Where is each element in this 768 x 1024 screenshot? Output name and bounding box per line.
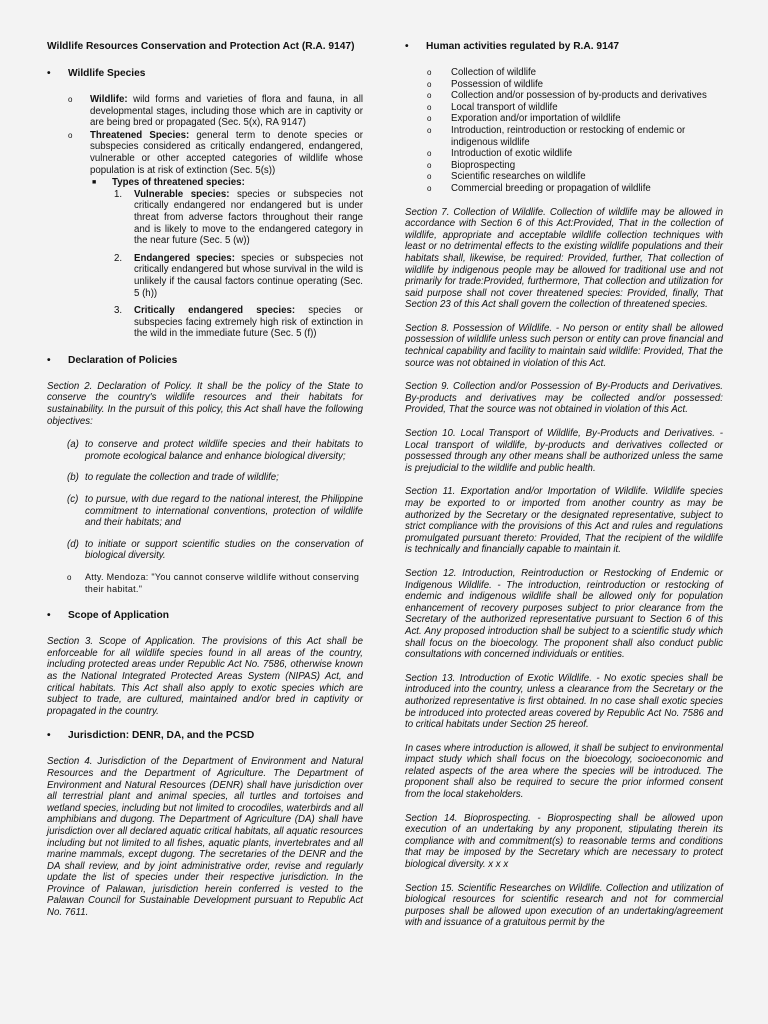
- circle-bullet-icon: o: [427, 91, 432, 101]
- definition-text: wild forms and varieties of flora and fauna, in all developmental stages, including those which are in captivity or are being bred or propagated (Sec. 5(x), RA 9147): [90, 94, 363, 129]
- bullet-icon: •: [47, 68, 51, 79]
- activity-text: Introduction, reintroduction or restocking of endemic or indigenous wildlife: [451, 124, 686, 148]
- circle-bullet-icon: o: [427, 102, 432, 112]
- circle-bullet-icon: o: [427, 172, 432, 182]
- type-term: Endangered species:: [134, 252, 235, 264]
- activity-text: Bioprospecting: [451, 159, 516, 171]
- heading-human-activities: [405, 40, 723, 53]
- bullet-icon: •: [47, 354, 51, 366]
- heading-wildlife-species: [47, 67, 363, 80]
- section-9-text: Section 9. Collection and/or Possession of By-Products and Derivatives. By-products and derivatives may be collected and/or possessed: Provided, That the source was not obtained in violation of this Act.: [405, 381, 723, 416]
- section-11-text: Section 11. Exportation and/or Importation of Wildlife. Wildlife species may be exported to or imported from another country as may be authorized by the Secretary or the designated representative, subject to strict compliance with the provisions of this Act and rules and regulations promulgated pursuant thereto: Provided, That the recipient of the wildlife is technically and financially capable to maintain it.: [405, 486, 723, 556]
- objective-text: to initiate or support scientific studies on the conservation of biological diversity.: [85, 538, 363, 562]
- bullet-icon: •: [47, 610, 51, 622]
- heading-jurisdiction: [47, 729, 363, 742]
- circle-bullet-icon: o: [427, 149, 432, 159]
- objective-text: to pursue, with due regard to the national interest, the Philippine commitment to international conventions, protection of wildlife and their habitats; and: [85, 494, 363, 529]
- activity-text: Collection of wildlife: [451, 67, 537, 78]
- circle-bullet-icon: o: [68, 130, 73, 140]
- circle-bullet-icon: o: [427, 125, 432, 135]
- objective-key: (d): [67, 538, 79, 550]
- definition-threatened-species: [47, 130, 363, 176]
- left-column: [47, 40, 363, 931]
- circle-bullet-icon: o: [427, 79, 432, 89]
- term-threatened-species: Threatened Species:: [90, 129, 190, 141]
- definition-text: general term to denote species or subspecies considered as critically endangered, endangered, vulnerable or other accepted categories of wildlife whose population is at risk of extinction (Sec. 5(s)): [90, 129, 363, 176]
- item-number: 3.: [114, 305, 123, 317]
- section-10-text: Section 10. Local Transport of Wildlife, By-Products and Derivatives. - Local transport of wildlife, by-products and derivatives collected or possessed through any other means shall be authorized unless the same is prejudicial to the wildlife and public health.: [405, 428, 723, 474]
- objective-text: to regulate the collection and trade of wildlife;: [85, 472, 279, 484]
- heading-text: Scope of Application: [68, 610, 169, 622]
- activity-text: Possession of wildlife: [451, 78, 544, 90]
- activity-item: [405, 113, 723, 125]
- heading-text: Wildlife Species: [68, 68, 146, 79]
- section-8-text: Section 8. Possession of Wildlife. - No person or entity shall be allowed possession of wildlife unless such person or entity can prove financial and technical capability and facility to maintain said wildlife: Provided, That the source was not obtained in violation of this Act.: [405, 322, 723, 369]
- circle-bullet-icon: o: [427, 114, 432, 124]
- types-threatened-label: [47, 177, 363, 189]
- activity-item: [405, 148, 723, 160]
- heading-text: Declaration of Policies: [68, 354, 178, 366]
- objective-item: [47, 539, 363, 562]
- right-column: [405, 40, 723, 941]
- activity-text: Scientific researches on wildlife: [451, 171, 586, 183]
- type-definition: species or subspecies facing extremely high risk of extinction in the wild in the immediate future (Sec. 5 (f)): [134, 305, 363, 340]
- section-4-text: Section 4. Jurisdiction of the Department of Environment and Natural Resources and the Department of Agriculture. The Department of Environment and Natural Resources (DENR) shall have jurisdiction over all terrestrial plant and animal species, all turtles and tortoises and wetland species, including but not limited to crocodiles, waterbirds and all amphibians and dugong. The Department of Agriculture (DA) shall have jurisdiction over all declared aquatic critical habitats, all aquatic resources including but not limited to all fishes, aquatic plants, invertebrates and all marine mammals, except dugong. The secretaries of the DENR and the DA shall review, and by joint administrative order, revise and regularly update the list of species under their respective jurisdiction. In the Province of Palawan, jurisdiction herein conferred is vested to the Palawan Council for Sustainable Development pursuant to Republic Act No. 7611.: [47, 756, 363, 919]
- activity-item: [405, 160, 723, 172]
- type-item: [47, 253, 363, 299]
- type-term: Critically endangered species:: [134, 305, 296, 317]
- definition-wildlife: [47, 94, 363, 129]
- type-definition: species or subspecies not critically endangered but whose survival in the wild is unlikely if the causal factors continue operating (Sec. 5 (h)): [134, 252, 363, 299]
- document-title: Wildlife Resources Conservation and Protection Act (R.A. 9147): [47, 41, 355, 52]
- heading-declaration-of-policies: [47, 354, 363, 367]
- objective-item: [47, 494, 363, 529]
- circle-bullet-icon: o: [427, 160, 432, 170]
- section-15-text: Section 15. Scientific Researches on Wildlife. Collection and utilization of biological resources for scientific research and not for commercial purposes shall be allowed upon execution of an undertaking/agreement with and issuance of a gratuitous permit by the: [405, 882, 723, 929]
- section-13-continued-text: In cases where introduction is allowed, it shall be subject to environmental impact study which shall focus on the bioecology, socioeconomic and related aspects of the area where the species will be introduced. The proponent shall also be required to secure the prior informed consent from the local stakeholders.: [405, 742, 723, 801]
- section-12-text: Section 12. Introduction, Reintroduction or Restocking of Endemic or Indigenous Wildlife. - The introduction, reintroduction or restocking of endemic and indigenous wildlife shall be allowed only for population enhancement of recovery purposes subject to prior clearance from the Secretary of the authorized representative pursuant to Section 6 of this Act. Any proposed introduction shall be subject to a scientific study which shall focus on the bioecology. The proponent shall also conduct public consultations with concerned individuals or entities.: [405, 567, 723, 661]
- type-item: [47, 305, 363, 340]
- section-7-text: Section 7. Collection of Wildlife. Collection of wildlife may be allowed in accordance with Section 6 of this Act:Provided, That in the collection of wildlife, appropriate and acceptable wildlife collection techniques with least or no detrimental effects to the existing wildlife populations and their habitats shall, likewise, be required: Provided, further, That collection of wildlife by indigenous people may be allowed for traditional use and not primarily for trade:Provided, furthermore, That collection and utilization for said purpose shall not cover threatened species: Provided, finally, That Section 23 of this Act shall govern the collection of threatened species.: [405, 206, 723, 311]
- activity-item: [405, 67, 723, 79]
- square-bullet-icon: ■: [92, 179, 97, 187]
- section-3-text: Section 3. Scope of Application. The provisions of this Act shall be enforceable for all wildlife species found in all areas of the country, including protected areas under Republic Act No. 7586, otherwise known as the National Integrated Protected Areas System (NIPAS) Act, and critical habitats. This Act shall also apply to exotic species which are subject to trade, are cultured, maintained and/or bred in captivity or propagated in the country.: [47, 636, 363, 717]
- heading-scope-of-application: [47, 609, 363, 622]
- activity-text: Local transport of wildlife: [451, 101, 558, 113]
- activities-list: [405, 67, 723, 195]
- activity-item: [405, 102, 723, 114]
- circle-bullet-icon: o: [427, 68, 432, 77]
- section-2-text: Section 2. Declaration of Policy. It shall be the policy of the State to conserve the country's wildlife resources and their habitats for sustainability. In the pursuit of this policy, this Act shall have the following objectives:: [47, 380, 363, 427]
- quote-text: Atty. Mendoza: "You cannot conserve wildlife without conserving their habitat.": [85, 572, 360, 594]
- objective-key: (a): [67, 439, 79, 451]
- bullet-icon: •: [405, 41, 409, 52]
- activity-item: [405, 90, 723, 102]
- type-definition: species or subspecies not critically endangered nor endangered but is under threat from adverse factors throughout their range and is likely to move to the endangered category in the near future (Sec. 5 (w)): [134, 188, 363, 247]
- objective-text: to conserve and protect wildlife species and their habitats to promote ecological balance and enhance biological diversity;: [85, 439, 363, 462]
- circle-bullet-icon: o: [67, 573, 72, 582]
- section-14-text: Section 14. Bioprospecting. - Bioprospecting shall be allowed upon execution of an undertaking by any proponent, stipulating therein its compliance with and commitment(s) to reasonable terms and conditions that may be imposed by the Secretary which are necessary to protect biological diversity. x x x: [405, 812, 723, 871]
- attorney-quote: [47, 572, 363, 595]
- activity-item: [405, 183, 723, 195]
- objective-key: (b): [67, 472, 79, 484]
- type-term: Vulnerable species:: [134, 188, 230, 200]
- circle-bullet-icon: o: [68, 95, 73, 104]
- bullet-icon: •: [47, 730, 51, 742]
- activity-item: [405, 125, 723, 148]
- objective-item: [47, 472, 363, 484]
- heading-text: Jurisdiction: DENR, DA, and the PCSD: [68, 730, 255, 742]
- item-number: 2.: [114, 252, 123, 264]
- circle-bullet-icon: o: [427, 183, 432, 193]
- objective-item: [47, 439, 363, 462]
- activity-text: Commercial breeding or propagation of wildlife: [451, 182, 651, 194]
- item-number: 1.: [114, 188, 123, 200]
- heading-text: Human activities regulated by R.A. 9147: [426, 41, 620, 52]
- activity-text: Exporation and/or importation of wildlife: [451, 113, 621, 125]
- term-wildlife: Wildlife:: [90, 94, 128, 105]
- type-item: [47, 189, 363, 247]
- types-label-text: Types of threatened species:: [112, 177, 245, 189]
- activity-text: Introduction of exotic wildlife: [451, 148, 573, 160]
- activity-item: [405, 79, 723, 91]
- activity-text: Collection and/or possession of by-products and derivatives: [451, 90, 707, 102]
- activity-item: [405, 171, 723, 183]
- objective-key: (c): [67, 494, 79, 506]
- section-13-text: Section 13. Introduction of Exotic Wildlife. - No exotic species shall be introduced into the country, unless a clearance from the Secretary or the authorized representative is first obtained. In no case shall exotic species be introduced into protected areas covered by Republic Act No. 7586 and to critical habitats under Section 25 hereof.: [405, 672, 723, 731]
